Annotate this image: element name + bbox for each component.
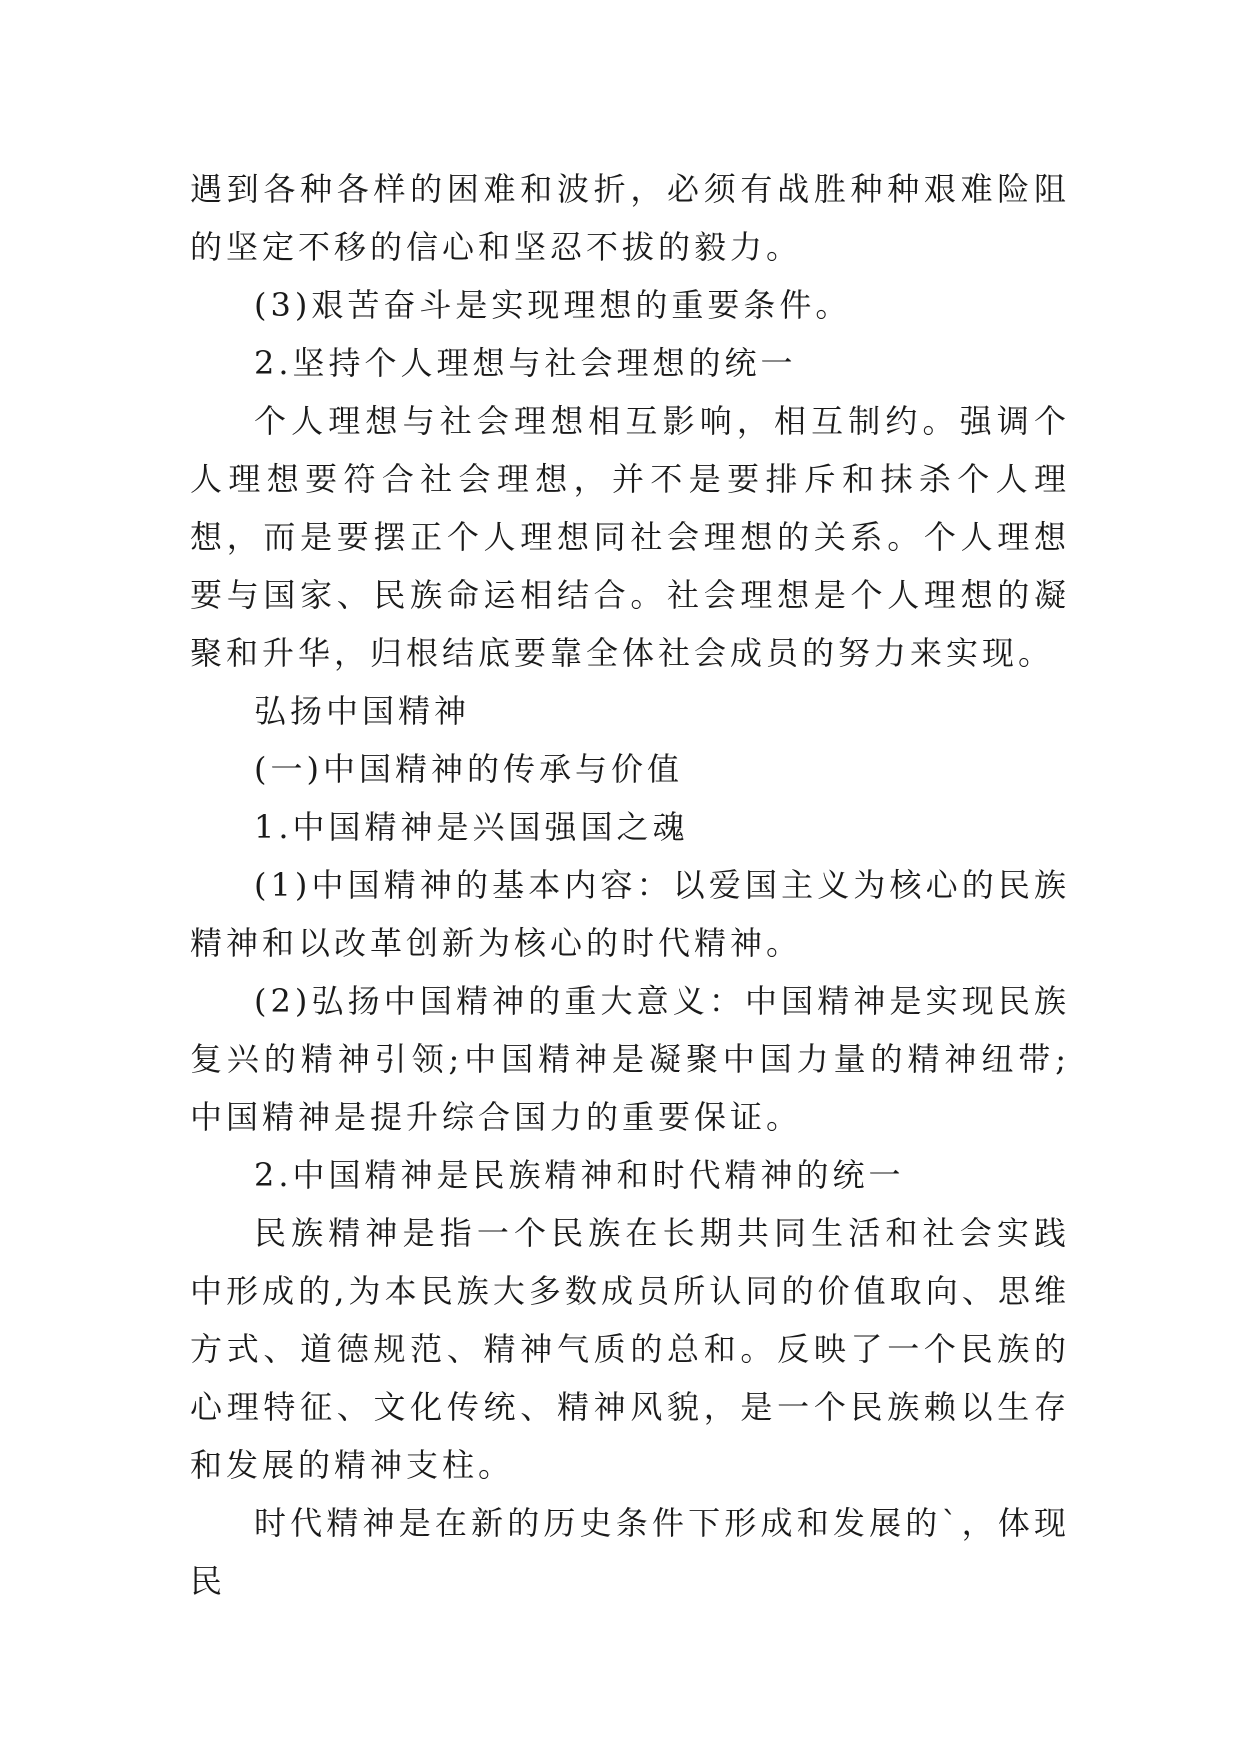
heading-chinese-spirit: 弘扬中国精神 [254,692,471,730]
paragraph-era-spirit: 时代精神是在新的历史条件下形成和发展的`，体现民 [190,1504,1070,1600]
body-text [190,160,1070,1610]
paragraph-continuation: 遇到各种各样的困难和波折，必须有战胜种种艰难险阻的坚定不移的信心和坚忍不拔的毅力。 [190,170,1070,266]
heading-unity-of-spirits: 2.中国精神是民族精神和时代精神的统一 [254,1156,905,1194]
paragraph-basic-content: (1)中国精神的基本内容：以爱国主义为核心的民族精神和以改革创新为核心的时代精神。 [190,866,1070,962]
paragraph-personal-social-ideal: 个人理想与社会理想相互影响，相互制约。强调个人理想要符合社会理想，并不是要排斥和抹杀个人理想，而是要摆正个人理想同社会理想的关系。个人理想要与国家、民族命运相结合。社会理想是个人理想的凝聚和升华，归根结底要靠全体社会成员的努力来实现。 [190,402,1070,672]
heading-soul-of-nation: 1.中国精神是兴国强国之魂 [254,808,689,846]
paragraph-significance: (2)弘扬中国精神的重大意义：中国精神是实现民族复兴的精神引领;中国精神是凝聚中国力量的精神纽带;中国精神是提升综合国力的重要保证。 [190,982,1070,1136]
paragraph-hardship-condition: (3)艰苦奋斗是实现理想的重要条件。 [254,286,852,324]
heading-personal-social-ideal: 2.坚持个人理想与社会理想的统一 [254,344,797,382]
heading-inheritance-value: (一)中国精神的传承与价值 [254,750,683,788]
paragraph-national-spirit: 民族精神是指一个民族在长期共同生活和社会实践中形成的,为本民族大多数成员所认同的价值取向、思维方式、道德规范、精神气质的总和。反映了一个民族的心理特征、文化传统、精神风貌，是一个民族赖以生存和发展的精神支柱。 [190,1214,1070,1484]
